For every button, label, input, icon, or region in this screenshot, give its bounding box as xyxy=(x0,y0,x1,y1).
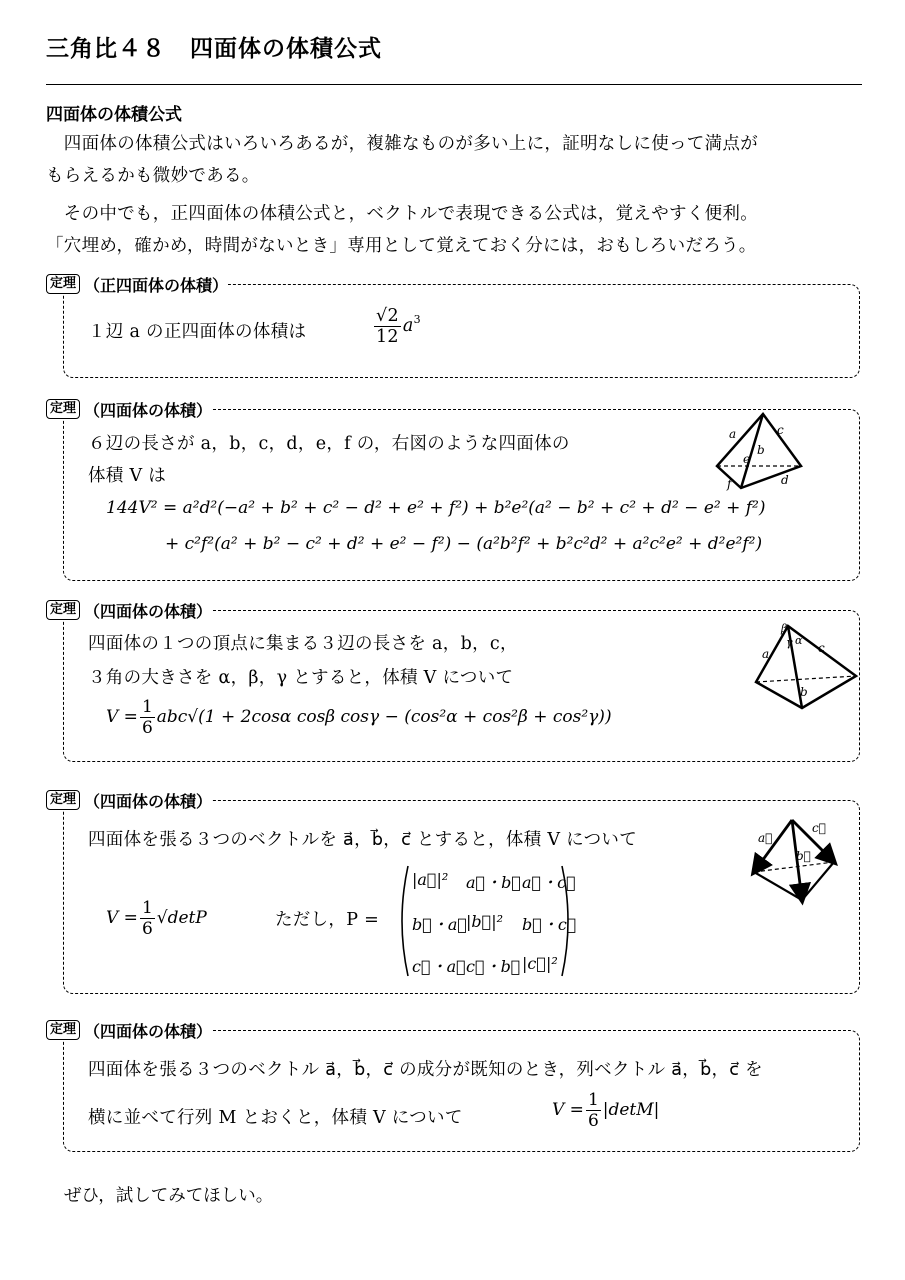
theorem-3-line2: ３角の大きさを α，β，γ とすると，体積 V について xyxy=(88,668,514,688)
theorem-4-name: （四面体の体積） xyxy=(84,791,213,811)
theorem-3-header xyxy=(46,599,212,621)
edge-label-a: a xyxy=(729,427,737,441)
tetrahedron-base-edge-2 xyxy=(802,862,834,900)
matrix-cell-1-3: a⃗・c⃗ xyxy=(522,873,576,892)
matrix-cell-3-1: c⃗・a⃗ xyxy=(412,957,466,976)
vector-label-c: c⃗ xyxy=(812,821,826,835)
edge-label-e: e xyxy=(743,452,751,466)
matrix-cell-3-3: |c⃗|² xyxy=(522,954,558,973)
edge-label-c: c xyxy=(818,641,825,655)
matrix-cell-1-1: |a⃗|² xyxy=(412,870,449,889)
fraction-denominator: 6 xyxy=(141,718,153,738)
theorem-2-name: （四面体の体積） xyxy=(84,400,213,420)
fraction-denominator: 6 xyxy=(587,1111,599,1131)
theorem-5-header xyxy=(46,1019,212,1041)
theorem-5-line1: 四面体を張る３つのベクトル a⃗，b⃗，c⃗ の成分が既知のとき，列ベクトル a⃗，b⃗，c⃗ を xyxy=(88,1060,763,1080)
formula-lhs: V = xyxy=(106,707,138,727)
intro-p1-line2: もらえるかも微妙である。 xyxy=(46,166,260,186)
theorem-4-where: ただし，P = xyxy=(275,910,380,930)
theorem-tag: 定理 xyxy=(46,600,80,620)
theorem-1-fraction xyxy=(374,306,401,347)
theorem-tag: 定理 xyxy=(46,1020,80,1040)
theorem-tag: 定理 xyxy=(46,274,80,294)
fraction-denominator: 6 xyxy=(141,919,153,939)
matrix-cell-2-2: |b⃗|² xyxy=(466,912,504,931)
theorem-tag: 定理 xyxy=(46,399,80,419)
theorem-4-line1: 四面体を張る３つのベクトルを a⃗，b⃗，c⃗ とすると，体積 V について xyxy=(88,830,637,850)
edge-label-c: c xyxy=(777,423,784,437)
edge-label-b: b xyxy=(757,443,765,457)
page-title: 三角比４８ 四面体の体積公式 xyxy=(46,36,382,62)
edge-label-a: a xyxy=(762,647,770,661)
angle-label-alpha: α xyxy=(795,634,803,647)
theorem-2-equation-1: 144V² = a²d²(−a² + b² + c² − d² + e² + f²) + b²e²(a² − b² + c² + d² − e² + f²) xyxy=(106,498,766,518)
edge-label-f: f xyxy=(727,477,732,491)
formula-fraction xyxy=(140,697,155,738)
fraction-numerator: 1 xyxy=(141,898,153,918)
theorem-3-name: （四面体の体積） xyxy=(84,601,213,621)
tetrahedron-hidden-edge xyxy=(756,676,856,682)
closing-text: ぜひ，試してみてほしい。 xyxy=(64,1186,274,1206)
title-divider xyxy=(46,84,862,85)
matrix-cell-3-2: c⃗・b⃗ xyxy=(466,957,521,976)
matrix-P xyxy=(412,868,577,978)
angle-label-gamma: γ xyxy=(786,636,793,649)
theorem-2-line1: ６辺の長さが a，b，c，d，e，f の，右図のような四面体の xyxy=(88,434,570,454)
tetrahedron-angle-figure xyxy=(748,620,863,715)
formula-fraction xyxy=(586,1090,601,1131)
theorem-1-header xyxy=(46,273,228,295)
section-heading: 四面体の体積公式 xyxy=(46,105,182,125)
theorem-3-line1: 四面体の１つの頂点に集まる３辺の長さを a，b，c， xyxy=(88,634,518,654)
theorem-1-text: １辺 a の正四面体の体積は xyxy=(88,322,307,342)
theorem-tag: 定理 xyxy=(46,790,80,810)
formula-rhs: abc√(1 + 2cosα cosβ cosγ − (cos²α + cos²β + cos²γ)) xyxy=(156,707,612,727)
vector-label-a: a⃗ xyxy=(758,831,773,845)
matrix-cell-2-1: b⃗・a⃗ xyxy=(412,915,467,934)
formula-lhs: V = xyxy=(106,908,138,928)
fraction-numerator: 1 xyxy=(141,697,153,717)
intro-p2-line2: 「穴埋め，確かめ，時間がないとき」専用として覚えておく分には，おもしろいだろう。 xyxy=(46,236,757,256)
matrix-cell-2-3: b⃗・c⃗ xyxy=(522,915,577,934)
theorem-1-name: （正四面体の体積） xyxy=(84,275,229,295)
fraction-numerator: 1 xyxy=(587,1090,599,1110)
theorem-1-formula xyxy=(372,306,421,347)
vector-label-b: b⃗ xyxy=(796,849,811,863)
formula-exponent: 3 xyxy=(413,313,421,326)
theorem-5-name: （四面体の体積） xyxy=(84,1021,213,1041)
tetrahedron-vector-figure xyxy=(744,812,844,907)
theorem-5-formula xyxy=(552,1090,659,1131)
fraction-denominator: 12 xyxy=(376,327,399,347)
tetrahedron-hidden-edge xyxy=(754,862,834,872)
matrix-left-paren xyxy=(402,866,408,976)
theorem-4-header xyxy=(46,789,212,811)
formula-variable: a xyxy=(402,316,414,336)
formula-rhs: |detM| xyxy=(602,1100,660,1120)
matrix-cell-1-2: a⃗・b⃗ xyxy=(466,873,521,892)
tetrahedron-figure-edges xyxy=(705,410,815,495)
formula-rhs: √detP xyxy=(156,908,207,928)
formula-fraction xyxy=(140,898,155,939)
theorem-5-box xyxy=(63,1030,860,1152)
intro-paragraph-1 xyxy=(46,128,864,192)
edge-label-b: b xyxy=(800,685,808,699)
theorem-2-line2: 体積 V は xyxy=(88,466,167,486)
intro-paragraph-2 xyxy=(46,198,864,262)
formula-lhs: V = xyxy=(552,1100,584,1120)
edge-label-d: d xyxy=(781,473,789,487)
fraction-numerator: √2 xyxy=(376,306,399,326)
theorem-4-formula xyxy=(106,898,207,939)
theorem-2-equation-2: + c²f²(a² + b² − c² + d² + e² − f²) − (a²b²f² + b²c²d² + a²c²e² + d²e²f²) xyxy=(165,534,763,554)
theorem-3-formula xyxy=(106,697,612,738)
tetrahedron-base-edge-1 xyxy=(754,872,802,900)
vector-a-arrow xyxy=(754,820,792,872)
intro-p1-line1: 四面体の体積公式はいろいろあるが，複雑なものが多い上に，証明なしに使って満点が xyxy=(46,134,758,154)
angle-label-beta: β xyxy=(781,622,788,635)
theorem-5-line2: 横に並べて行列 M とおくと，体積 V について xyxy=(88,1108,463,1128)
theorem-2-header xyxy=(46,398,212,420)
intro-p2-line1: その中でも，正四面体の体積公式と，ベクトルで表現できる公式は，覚えやすく便利。 xyxy=(46,204,758,224)
